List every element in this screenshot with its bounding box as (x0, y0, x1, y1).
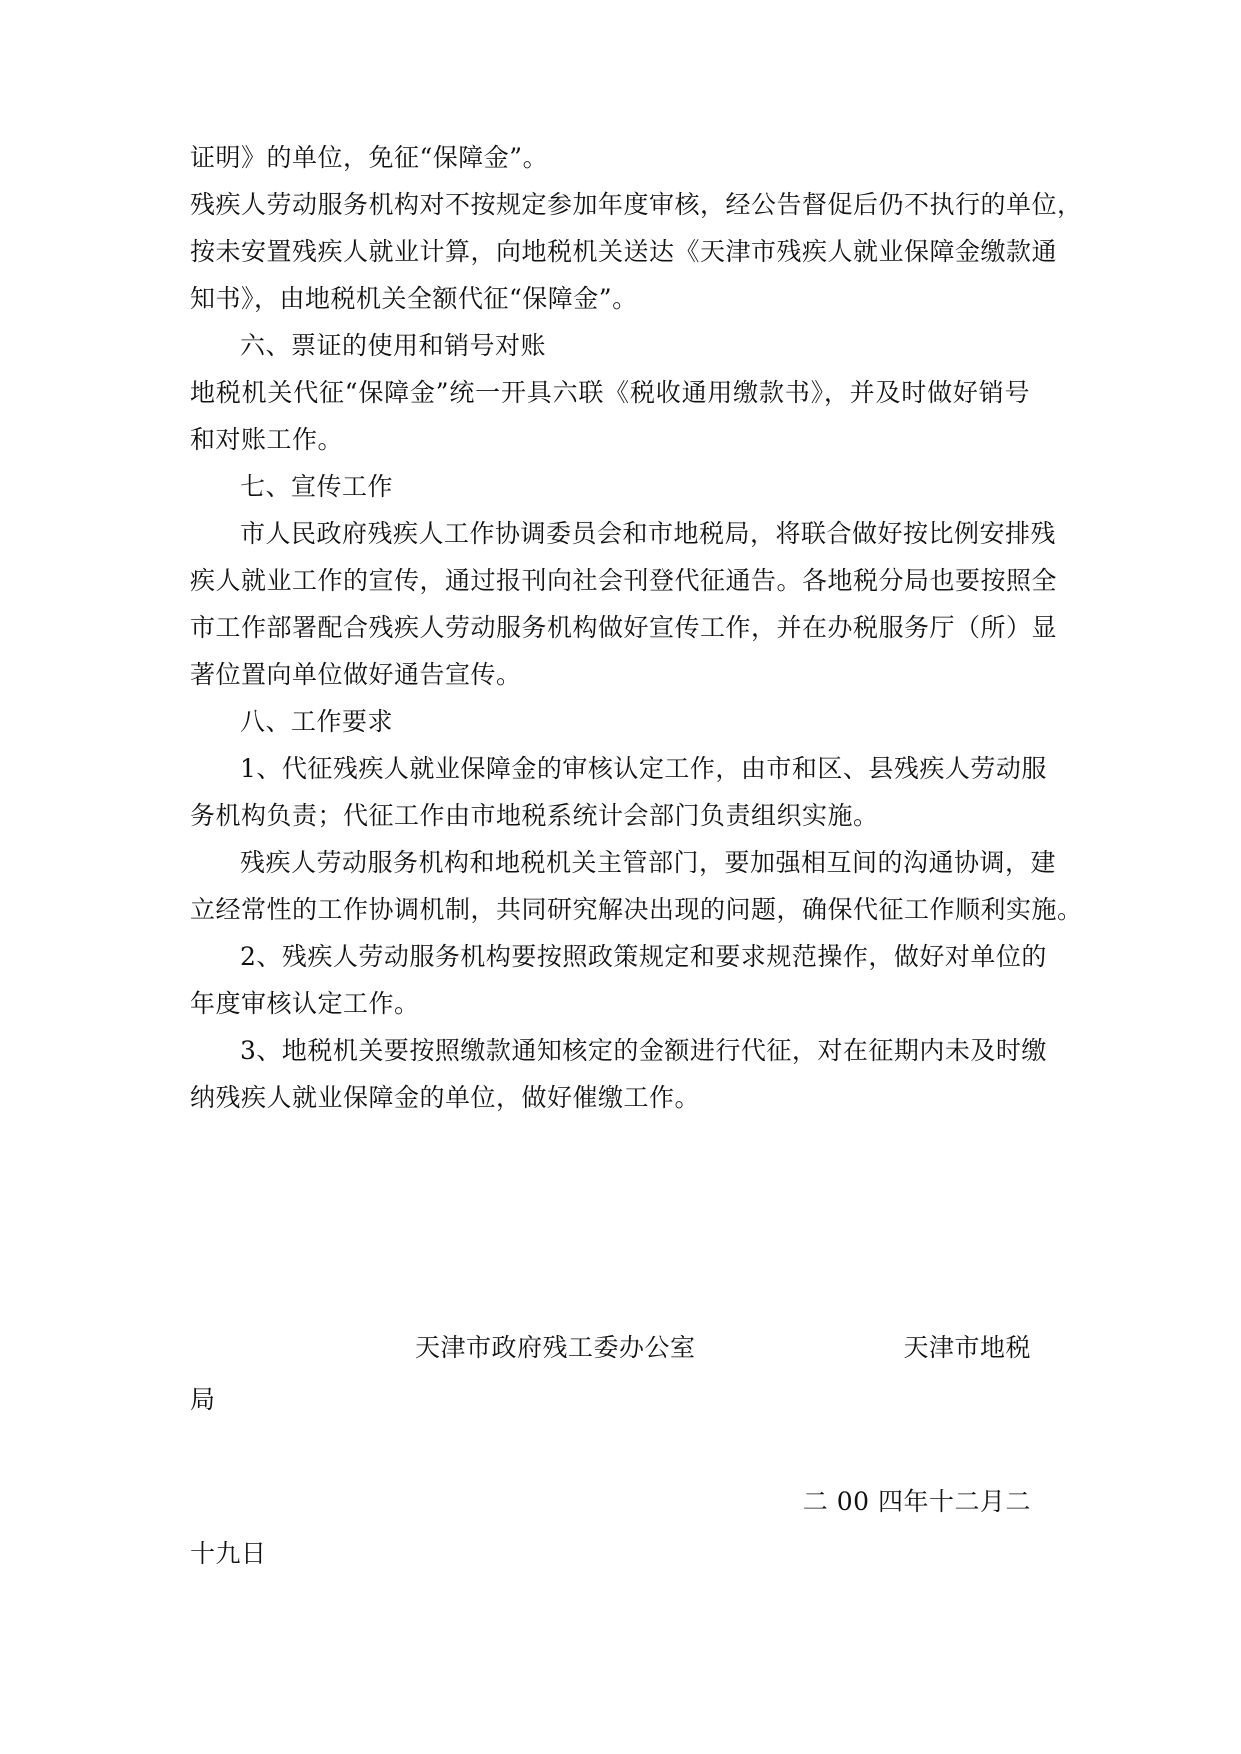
body-line: 证明》的单位，免征“保障金”。 (190, 143, 549, 172)
signature-date-continued: 十九日 (190, 1539, 267, 1568)
signature-issuer-2-continued: 局 (190, 1385, 216, 1414)
body-line: 著位置向单位做好通告宣传。 (190, 660, 522, 689)
signature-issuer-2: 天津市地税 (903, 1333, 1031, 1362)
body-line: 残疾人劳动服务机构和地税机关主管部门，要加强相互间的沟通协调，建 (240, 848, 1057, 877)
section-heading: 六、票证的使用和销号对账 (240, 331, 547, 360)
body-line: 按未安置残疾人就业计算，向地税机关送达《天津市残疾人就业保障金缴款通 (190, 237, 1058, 266)
body-line: 地税机关代征“保障金”统一开具六联《税收通用缴款书》，并及时做好销号 (190, 378, 1030, 407)
body-line: 纳残疾人就业保障金的单位，做好催缴工作。 (190, 1083, 701, 1112)
section-heading: 七、宣传工作 (240, 472, 394, 501)
section-heading: 八、工作要求 (240, 707, 394, 736)
body-line: 立经常性的工作协调机制，共同研究解决出现的问题，确保代征工作顺利实施。 (190, 895, 1083, 924)
body-line: 知书》，由地税机关全额代征“保障金”。 (190, 284, 638, 313)
body-line: 市人民政府残疾人工作协调委员会和市地税局，将联合做好按比例安排残 (240, 519, 1057, 548)
body-line: 年度审核认定工作。 (190, 989, 420, 1018)
signature-issuer-1: 天津市政府残工委办公室 (415, 1333, 696, 1362)
body-line: 3、地税机关要按照缴款通知核定的金额进行代征，对在征期内未及时缴 (240, 1036, 1047, 1065)
body-line: 和对账工作。 (190, 425, 344, 454)
body-line: 务机构负责；代征工作由市地税系统计会部门负责组织实施。 (190, 801, 879, 830)
body-line: 2、残疾人劳动服务机构要按照政策规定和要求规范操作，做好对单位的 (240, 942, 1047, 971)
body-line: 疾人就业工作的宣传，通过报刊向社会刊登代征通告。各地税分局也要按照全 (190, 566, 1058, 595)
signature-date: 二 00 四年十二月二 (802, 1487, 1031, 1516)
body-line: 残疾人劳动服务机构对不按规定参加年度审核，经公告督促后仍不执行的单位， (190, 190, 1083, 219)
body-line: 1、代征残疾人就业保障金的审核认定工作，由市和区、县残疾人劳动服 (240, 754, 1047, 783)
body-line: 市工作部署配合残疾人劳动服务机构做好宣传工作，并在办税服务厅（所）显 (190, 613, 1058, 642)
